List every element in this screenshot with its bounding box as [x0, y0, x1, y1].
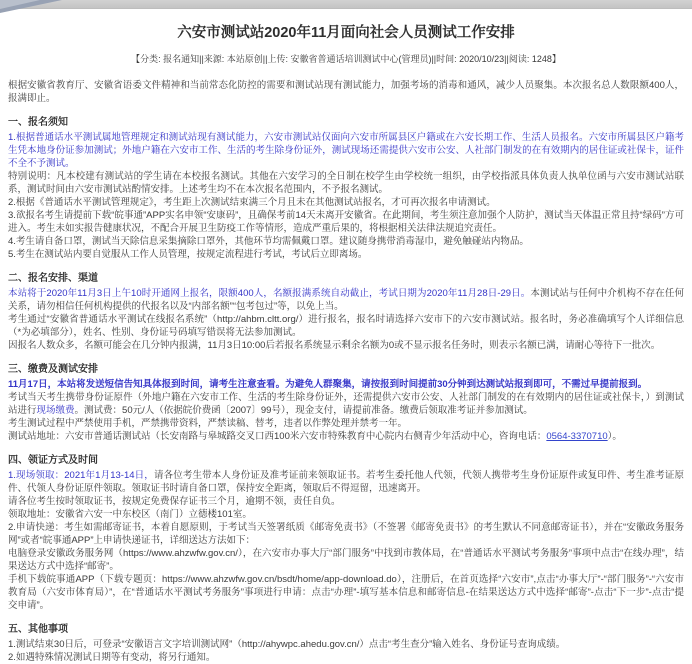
paragraph [8, 521, 684, 547]
text-segment: 请各位考生带本人身份证及准考证前来领取证书。若考生委托他人代领，代领人携带考生身份证原件或复印件、考生准考证原件、代领人身份证原件领取。领取证书时请自备口罩，保持安全距离，领取后不得逗留，迅速离开。 [8, 470, 684, 494]
text-segment: 特别说明：凡本校建有测试站的学生请在本校报名测试。其他在六安学习的全日制在校学生由学校统一组织，由学校指派具体负责人执单位函与六安市测试站联系，测试时间由六安市测试站酌情安排。上述考生均不在本次报名范围内，不予报名测试。 [8, 171, 684, 195]
paragraph [8, 170, 684, 196]
text-segment: 考生通过“安徽省普通话水平测试在线报名系统”（http://ahbm.cltt.org/）进行报名，报名时请选择六安市下的六安市测试站。报名时，务必准确填写个人详细信息（*为必填部分），姓名、性别、身份证号码填写错误将无法参加测试。 [8, 314, 684, 338]
paragraph [8, 248, 684, 261]
text-segment: 因报名人数众多，名额可能会在几分钟内报满，11月3日10:00后若报名系统显示剩余名额为0或不显示报名任务时，则表示名额已满，请耐心等待下一批次。 [8, 340, 661, 351]
section-heading: 一、报名须知 [8, 117, 68, 128]
paragraph [8, 651, 684, 664]
text-segment: 1.测试结束30日后，可登录“安徽语言文字培训测试网”（http://ahywpc.ahedu.gov.cn/）点击“考生查分”输入姓名、身份证号查询成绩。 [8, 639, 566, 650]
text-segment: 2.根据《普通话水平测试管理规定》，考生距上次测试结束满三个月且未在其他测试站报名，才可再次报名申请测试。 [8, 197, 496, 208]
text-segment: 考生测试过程中严禁使用手机，严禁携带资料，严禁读稿、替考，违者以作弊处理并禁考一年。 [8, 418, 408, 429]
text-segment: 领取地址：安徽省六安一中东校区（南门）立德楼101室。 [8, 509, 252, 520]
article-sections [8, 116, 684, 664]
text-segment: 考试当天考生携带身份证原件（外地户籍在六安市工作、生活的考生除身份证外，还需提供六安市公安、人社部门制发的在有效期内的居住证或社保卡，）到测试站进行 [8, 392, 684, 416]
paragraph [8, 287, 684, 313]
section-heading: 三、缴费及测试安排 [8, 364, 98, 375]
phone-link[interactable]: 0564-3370710 [546, 431, 608, 442]
notice-page [0, 9, 692, 664]
intro-paragraph: 根据安徽省教育厅、安徽省语委文件精神和当前常态化防控的需要和测试站现有测试能力，加强考场的消毒和通风，减少人员聚集。本次报名总人数限额400人，报满即止。 [8, 80, 684, 104]
paragraph [8, 209, 684, 235]
paragraph [8, 196, 684, 209]
paragraph [8, 469, 684, 495]
notice-section [8, 454, 684, 612]
paragraph [8, 313, 684, 339]
paragraph [8, 235, 684, 248]
text-segment: 本站将于2020年11月3日上午10时开通网上报名，限额400人，名额报满系统自动截止，考试日期为2020年11月28日-29日。 [8, 288, 531, 299]
text-segment: 本测试站与任何中介机构不存在任何关系，请勿相信任何机构提供的代报名以及“内部名额”“包考包过”等，以免上当。 [8, 288, 684, 312]
section-heading: 四、领证方式及时间 [8, 455, 98, 466]
text-segment: 手机下载皖事通APP（下载专题页：https://www.ahzwfw.gov.cn/bsdt/home/app-download.do），注册后，在首页选择“六安市”,点击“办事大厅”-“部门服务”-“六安市教育局（六安市体育局）”，在“普通话水平测试考务服务”事项进行申请：点击“办理”-填写基本信息和邮寄信息-在结果送达方式中选择“邮寄”-点击“下一步”-点击“提交申请”。 [8, 574, 684, 611]
window-corner-decoration-highlight [0, 0, 40, 9]
section-heading: 二、报名安排、渠道 [8, 273, 98, 284]
paragraph [8, 378, 684, 391]
paragraph [8, 339, 684, 352]
section-heading: 五、其他事项 [8, 624, 68, 635]
paragraph [8, 508, 684, 521]
text-segment: 2.如遇特殊情况测试日期等有变动，将另行通知。 [8, 652, 216, 663]
article-meta: 【分类: 报名通知||来源: 本站原创||上传: 安徽省普通话培训测试中心(管理员)||时间: 2020/10/23||阅读: 1248】 [131, 54, 561, 64]
paragraph [8, 391, 684, 417]
text-segment: ）。 [607, 431, 622, 442]
paragraph [8, 495, 684, 508]
text-segment: 测试站地址：六安市普通话测试站（长安南路与皋城路交叉口西100米六安市特殊教育中心院内右侧青少年活动中心，咨询电话： [8, 431, 547, 442]
paragraph [8, 430, 684, 443]
page-title: 六安市测试站2020年11月面向社会人员测试工作安排 [177, 25, 515, 41]
notice-section [8, 272, 684, 352]
text-segment: 。测试费：50元/人（依据皖价费函〔2007〕99号），现金支付，请提前准备。缴费后领取准考证并参加测试。 [74, 405, 533, 416]
text-segment: 4.考生请自备口罩，测试当天除信息采集摘除口罩外，其他环节均需佩戴口罩。建议随身携带消毒湿巾，避免触碰站内物品。 [8, 236, 529, 247]
paragraph [8, 573, 684, 612]
text-segment: 11月17日，本站将发送短信告知具体报到时间，请考生注意查看。为避免人群聚集，请按报到时间提前30分钟到达测试站报到即可，不需过早提前报到。 [8, 379, 648, 390]
text-segment: 1.现场领取：2021年1月13-14日， [8, 470, 154, 481]
text-segment: 2.申请快递：考生如需邮寄证书，本着自愿原则，于考试当天签署纸质《邮寄免责书》（不签署《邮寄免责书》的考生默认不同意邮寄证书），并在“安徽政务服务网”或者“皖事通APP”上申请快递证书，详细送达方法如下： [8, 522, 684, 546]
notice-section [8, 623, 684, 664]
text-segment: 请各位考生按时领取证书，按规定免费保存证书三个月，逾期不领，责任自负。 [8, 496, 341, 507]
paragraph [8, 131, 684, 170]
paragraph [8, 547, 684, 573]
text-segment: 电脑登录安徽政务服务网（https://www.ahzwfw.gov.cn/），在六安市办事大厅“部门服务”中找到市教体局，在“普通话水平测试考务服务”事项中点击“在线办理”，结果送达方式中选择“邮寄”。 [8, 548, 684, 572]
top-bar [0, 0, 692, 9]
paragraph [8, 417, 684, 430]
text-segment: 1.根据普通话水平测试属地管理规定和测试站现有测试能力，六安市测试站仅面向六安市所属县区户籍或在六安长期工作、生活人员报名。六安市所属县区户籍考生凭本地身份证参加测试；外地户籍在六安市工作、生活的考生除身份证外，测试现场还需提供六安市公安、人社部门制发的在有效期内的居住证或社保卡，证件不全不予测试。 [8, 132, 684, 169]
text-segment: 5.考生在测试站内要自觉服从工作人员管理，按规定流程进行考试，考试后立即离场。 [8, 249, 368, 260]
text-segment: 3.欲报名考生请提前下载“皖事通”APP实名申领“安康码”，且确保考前14天未离开安徽省。在此期间，考生须注意加强个人防护，测试当天体温正常且持“绿码”方可进入。考生未如实报告健康状况，不配合开展卫生防疫工作等情形，造成严重后果的，将根据相关法律法规追究责任。 [8, 210, 684, 234]
notice-section [8, 363, 684, 443]
notice-section [8, 116, 684, 261]
text-segment: 现场缴费 [36, 405, 75, 416]
paragraph [8, 638, 684, 651]
